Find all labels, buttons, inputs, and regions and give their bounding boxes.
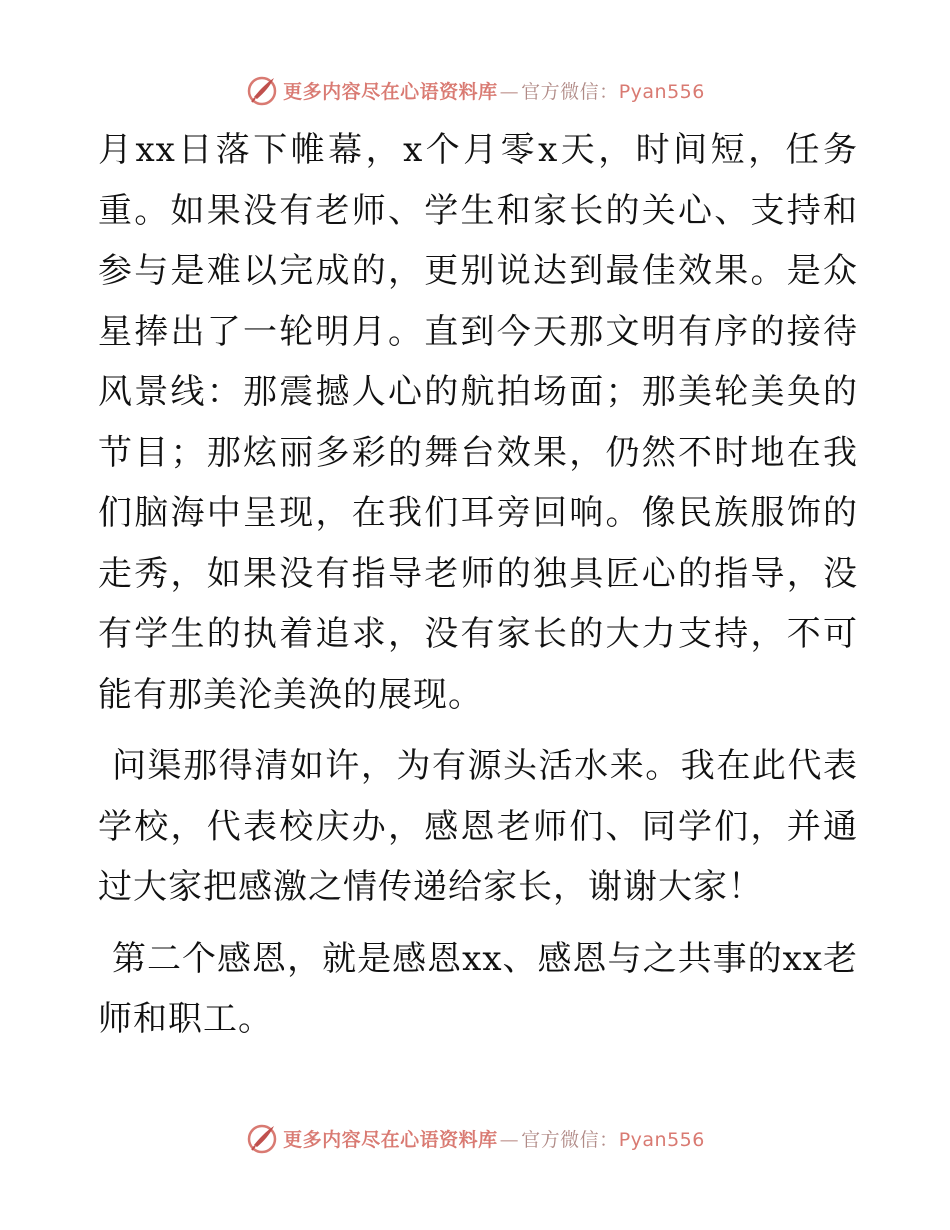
- header-wechat-label: 官方微信：: [521, 80, 619, 103]
- footer-site-text: 更多内容尽在心语资料库: [283, 1128, 498, 1151]
- footer-dash: —: [499, 1128, 520, 1151]
- footer-wechat-label: 官方微信：: [521, 1128, 619, 1151]
- footer-watermark: [0, 1118, 950, 1158]
- quill-pen-logo-icon: [245, 1121, 279, 1155]
- header-dash: —: [499, 80, 520, 103]
- body-paragraph-3: 第二个感恩，就是感恩xx、感恩与之共事的xx老师和职工。: [98, 938, 858, 1039]
- footer-watermark-text: [283, 1125, 705, 1152]
- footer-wechat-id: Pyan556: [618, 1128, 705, 1151]
- header-watermark: [0, 70, 950, 110]
- body-paragraph-1: 月xx日落下帷幕，x个月零x天，时间短，任务重。如果没有老师、学生和家长的关心、支持和参与是难以完成的，更别说达到最佳效果。是众星捧出了一轮明月。直到今天那文明有序的接待风景线：那震撼人心的航拍场面；那美轮美奂的节目；那炫丽多彩的舞台效果，仍然不时地在我们脑海中呈现，在我们耳旁回响。像民族服饰的走秀，如果没有指导老师的独具匠心的指导，没有学生的执着追求，没有家长的大力支持，不可能有那美沦美涣的展现。: [98, 130, 858, 715]
- header-watermark-text: [283, 77, 705, 104]
- header-site-text: 更多内容尽在心语资料库: [283, 80, 498, 103]
- header-wechat-id: Pyan556: [618, 80, 705, 103]
- document-body: [98, 120, 858, 1050]
- quill-pen-logo-icon: [245, 73, 279, 107]
- body-paragraph-2: 问渠那得清如许，为有源头活水来。我在此代表学校，代表校庆办，感恩老师们、同学们，并通过大家把感激之情传递给家长，谢谢大家！: [98, 746, 858, 907]
